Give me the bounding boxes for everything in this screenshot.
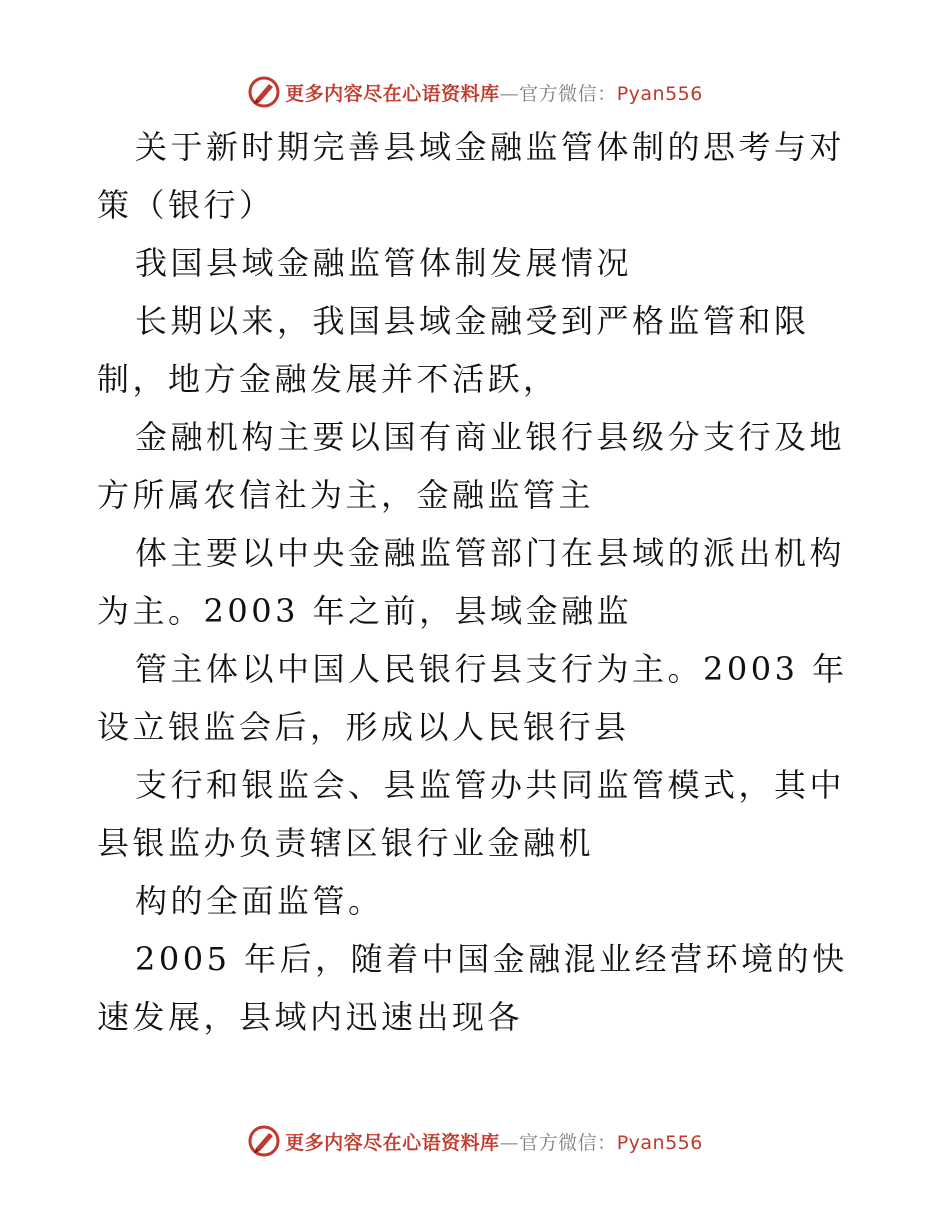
watermark-prefix: 更多内容尽在心语资料库 (285, 1131, 500, 1154)
document-body (97, 118, 857, 1046)
watermark-dash: — (499, 82, 520, 105)
body-paragraph: 支行和银监会、县监管办共同监管模式，其中县银监办负责辖区银行业金融机 (97, 766, 846, 862)
pen-logo-icon (247, 75, 281, 109)
watermark-label: 官方微信： (519, 82, 617, 105)
footer-watermark (0, 1121, 950, 1161)
watermark-dash: — (499, 1131, 520, 1154)
body-paragraph: 金融机构主要以国有商业银行县级分支行及地方所属农信社为主，金融监管主 (97, 418, 846, 514)
watermark-account: Pyan556 (616, 1131, 703, 1154)
body-paragraph: 长期以来，我国县域金融受到严格监管和限制，地方金融发展并不活跃， (97, 302, 810, 398)
watermark-account: Pyan556 (616, 82, 703, 105)
body-paragraph: 体主要以中央金融监管部门在县域的派出机构为主。2003 年之前，县域金融监 (97, 534, 846, 630)
watermark-label: 官方微信： (519, 1131, 617, 1154)
pen-logo-icon (247, 1124, 281, 1158)
watermark-prefix: 更多内容尽在心语资料库 (285, 82, 500, 105)
document-title: 关于新时期完善县域金融监管体制的思考与对策（银行） (97, 128, 846, 224)
body-paragraph: 构的全面监管。 (135, 882, 384, 920)
body-paragraph: 管主体以中国人民银行县支行为主。2003 年设立银监会后，形成以人民银行县 (97, 650, 848, 746)
body-paragraph: 2005 年后，随着中国金融混业经营环境的快速发展，县域内迅速出现各 (97, 940, 848, 1036)
header-watermark (0, 72, 950, 112)
section-heading: 我国县域金融监管体制发展情况 (135, 244, 633, 282)
